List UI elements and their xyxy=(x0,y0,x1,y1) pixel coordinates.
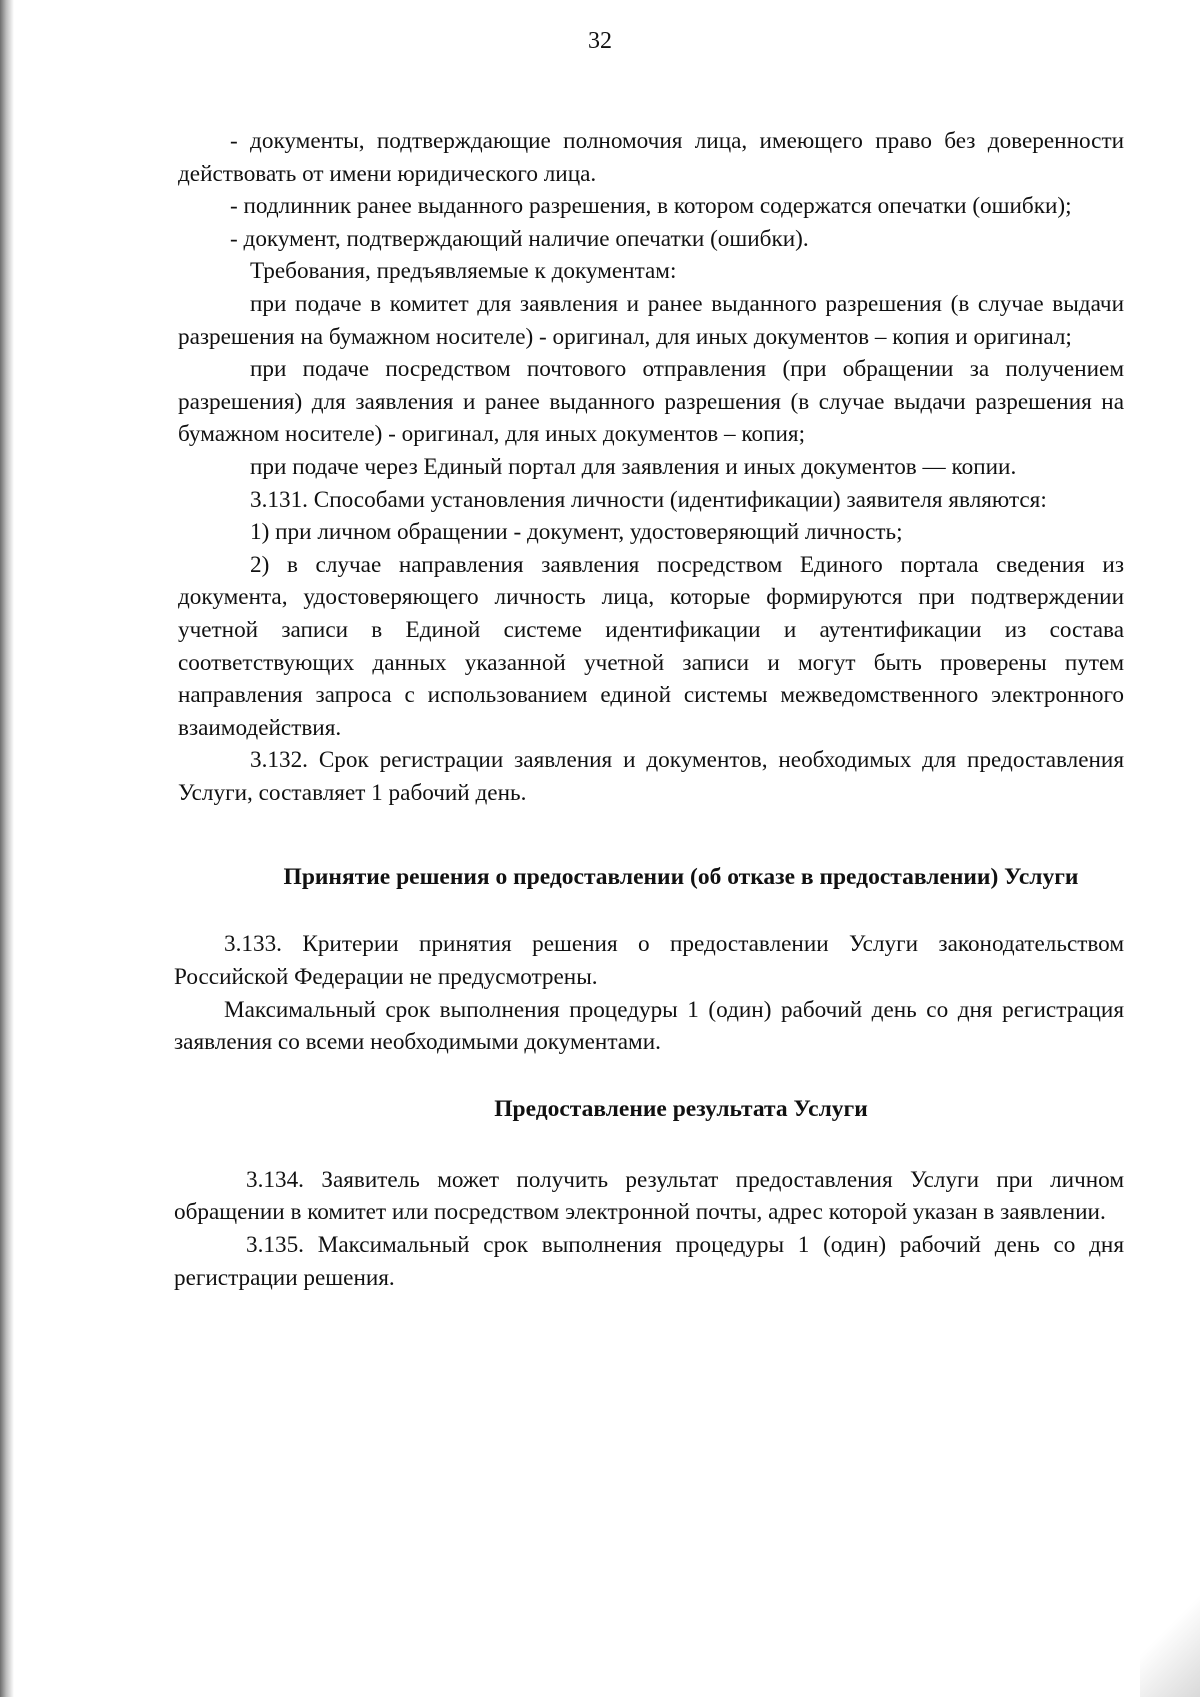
scan-shadow-left xyxy=(0,0,14,1697)
section-heading-result: Предоставление результата Услуги xyxy=(494,1095,868,1122)
page-number: 32 xyxy=(588,28,612,54)
paragraph-3-134: 3.134. Заявитель может получить результат предоставления Услуги при личном обращении в комитет или посредством электронной почты, адрес которой указан в заявлении. xyxy=(174,1166,1124,1226)
paragraph-requirements-title: Требования, предъявляемые к документам: xyxy=(250,258,677,285)
paragraph-portal-submission: при подаче через Единый портал для заявления и иных документов — копии. xyxy=(250,453,1017,480)
paragraph-3-135: 3.135. Максимальный срок выполнения процедуры 1 (один) рабочий день со дня регистрации решения. xyxy=(174,1232,1124,1291)
paragraph-personal-visit: 1) при личном обращении - документ, удостоверяющий личность; xyxy=(250,519,903,546)
paragraph-3-131: 3.131. Способами установления личности (идентификации) заявителя являются: xyxy=(250,486,1047,513)
page-content xyxy=(174,125,1124,1294)
paragraph-authority-documents: - документы, подтверждающие полномочия лица, имеющего право без доверенности действовать от имени юридического лица. xyxy=(178,128,1124,187)
paragraph-committee-submission: при подаче в комитет для заявления и ранее выданного разрешения (в случае выдачи разрешения на бумажном носителе) - оригинал, для иных документов – копия и оригинал; xyxy=(178,290,1124,350)
section-heading-decision: Принятие решения о предоставлении (об отказе в предоставлении) Услуги xyxy=(283,864,1079,891)
scan-shadow-corner xyxy=(1140,1587,1200,1697)
paragraph-original-permit: - подлинник ранее выданного разрешения, в котором содержатся опечатки (ошибки); xyxy=(230,193,1072,220)
paragraph-postal-submission: при подаче посредством почтового отправления (при обращении за получением разрешения) для заявления и ранее выданного разрешения (в случае выдачи разрешения на бумажном носителе) - оригинал, для иных документов – копия; xyxy=(178,356,1124,448)
paragraph-typo-document: - документ, подтверждающий наличие опечатки (ошибки). xyxy=(230,225,809,252)
paragraph-portal-identification: 2) в случае направления заявления посредством Единого портала сведения из документа, удостоверяющего личность лица, которые формируются при подтверждении учетной записи в Единой системе идентификации и аутентификации из состава соответствующих данных указанной учетной записи и могут быть проверены путем направления запроса с использованием единой системы межведомственного электронного взаимодействия. xyxy=(178,551,1124,741)
paragraph-3-133: 3.133. Критерии принятия решения о предоставлении Услуги законодательством Российской Федерации не предусмотрены. xyxy=(174,931,1124,991)
paragraph-3-132: 3.132. Срок регистрации заявления и документов, необходимых для предоставления Услуги, составляет 1 рабочий день. xyxy=(178,747,1124,806)
paragraph-max-term-decision: Максимальный срок выполнения процедуры 1 (один) рабочий день со дня регистрация заявления со всеми необходимыми документами. xyxy=(174,996,1124,1056)
